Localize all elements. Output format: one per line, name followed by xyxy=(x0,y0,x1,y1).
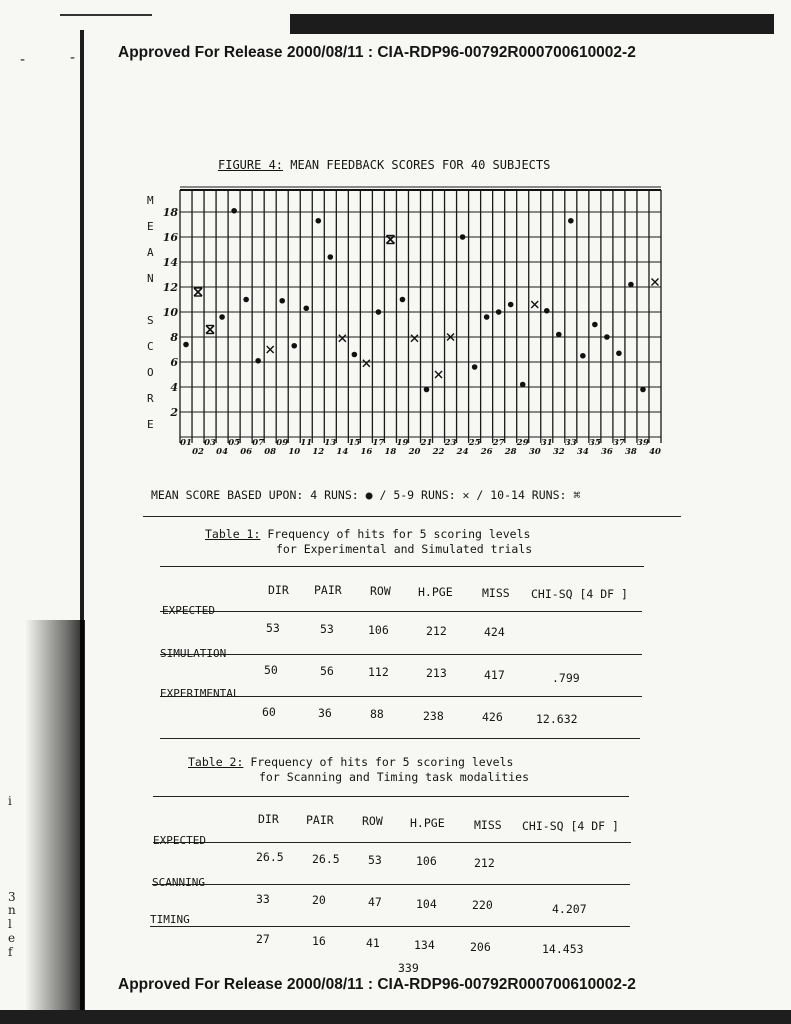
table2-cell: 14.453 xyxy=(542,942,584,956)
y-axis-letter: E xyxy=(147,220,154,233)
x-tick-label: 21 xyxy=(420,438,433,448)
table1-cell: 88 xyxy=(370,707,384,721)
x-tick-label: 19 xyxy=(396,438,409,448)
table2-caption xyxy=(188,755,529,785)
point-4-runs xyxy=(400,297,406,303)
x-tick-label: 02 xyxy=(192,447,204,457)
table2-header-dir: DIR xyxy=(258,812,279,826)
x-tick-label: 22 xyxy=(432,447,445,457)
x-tick-label: 05 xyxy=(228,438,241,448)
table1-cell: 53 xyxy=(266,621,280,635)
table2-rule xyxy=(153,796,629,797)
x-tick-label: 17 xyxy=(372,438,385,448)
y-axis-letter: R xyxy=(147,392,154,405)
table1-rule xyxy=(160,738,640,739)
point-5-9-runs xyxy=(339,335,346,342)
x-tick-label: 14 xyxy=(336,447,349,457)
table1-cell: 60 xyxy=(262,705,276,719)
y-tick-label: 2 xyxy=(170,406,178,419)
x-tick-label: 34 xyxy=(576,447,589,457)
x-tick-label: 37 xyxy=(612,438,625,448)
y-axis-letter: S xyxy=(147,314,154,327)
table2-row-label: TIMING xyxy=(150,913,190,926)
table2-rule xyxy=(153,842,631,843)
table2-rule xyxy=(152,884,630,885)
y-axis-letter: N xyxy=(147,272,154,285)
x-tick-labels xyxy=(180,438,661,457)
table1-cell: 53 xyxy=(320,622,334,636)
y-tick-label: 6 xyxy=(170,356,178,369)
chart-legend: MEAN SCORE BASED UPON: 4 RUNS: ● / 5-9 RUNS: ✕ / 10-14 RUNS: ⌘ xyxy=(151,488,581,502)
table1-header-chisq: CHI-SQ [4 DF ] xyxy=(531,587,628,601)
table2-rule xyxy=(150,926,630,927)
figure-title-text: MEAN FEEDBACK SCORES FOR 40 SUBJECTS xyxy=(283,158,551,172)
y-tick-label: 10 xyxy=(162,306,178,319)
table1-header-row: ROW xyxy=(370,584,391,598)
y-axis-letter: A xyxy=(147,246,154,259)
x-tick-label: 39 xyxy=(637,438,649,448)
margin-dash: - xyxy=(20,52,26,68)
table2-cell: 212 xyxy=(474,856,495,870)
point-10-14-runs xyxy=(206,326,214,334)
point-4-runs xyxy=(183,342,189,348)
x-tick-label: 15 xyxy=(348,438,361,448)
table2-cell: 47 xyxy=(368,895,382,909)
x-tick-label: 11 xyxy=(300,438,313,448)
y-tick-label: 16 xyxy=(162,231,178,244)
point-5-9-runs xyxy=(435,371,442,378)
table1-header-miss: MISS xyxy=(482,586,510,600)
table2-cell: 104 xyxy=(416,897,437,911)
x-tick-label: 18 xyxy=(384,447,397,457)
table2-header-chisq: CHI-SQ [4 DF ] xyxy=(522,819,619,833)
point-4-runs xyxy=(580,353,586,359)
point-4-runs xyxy=(328,254,334,260)
point-4-runs xyxy=(279,298,285,304)
table1-row-label: EXPERIMENTAL xyxy=(160,687,240,700)
x-tick-label: 38 xyxy=(625,447,637,457)
table2-cell: 16 xyxy=(312,934,326,948)
table2-header-hpge: H.PGE xyxy=(410,816,445,830)
table1-cell: 106 xyxy=(368,623,389,637)
x-tick-label: 10 xyxy=(288,447,301,457)
table2-cell: 4.207 xyxy=(552,902,587,916)
table2-row-label: SCANNING xyxy=(152,876,205,889)
table2-cell: 53 xyxy=(368,853,382,867)
point-4-runs xyxy=(424,387,430,393)
y-tick-label: 14 xyxy=(162,256,178,269)
x-tick-label: 08 xyxy=(264,447,277,457)
table2-header-pair: PAIR xyxy=(306,813,334,827)
x-tick-label: 12 xyxy=(312,447,325,457)
table2-cell: 33 xyxy=(256,892,270,906)
point-4-runs xyxy=(472,364,478,370)
y-tick-label: 4 xyxy=(170,381,178,394)
x-tick-label: 28 xyxy=(504,447,517,457)
scan-binding-shadow xyxy=(25,620,85,1024)
x-tick-label: 36 xyxy=(600,447,613,457)
x-tick-label: 03 xyxy=(204,438,216,448)
x-tick-label: 33 xyxy=(564,438,577,448)
feedback-scores-chart xyxy=(0,0,791,480)
x-tick-label: 16 xyxy=(360,447,373,457)
legend-rule xyxy=(143,516,681,517)
point-4-runs xyxy=(544,308,550,314)
table1-rule xyxy=(160,611,642,612)
y-axis-letter: O xyxy=(147,366,154,379)
point-4-runs xyxy=(376,309,382,315)
point-4-runs xyxy=(520,382,526,388)
table2-cell: 134 xyxy=(414,938,435,952)
point-4-runs xyxy=(315,218,321,224)
point-4-runs xyxy=(219,314,225,320)
y-tick-label: 12 xyxy=(162,281,178,294)
table1-rule xyxy=(160,566,644,567)
x-tick-label: 01 xyxy=(180,438,192,448)
table2-cell: 206 xyxy=(470,940,491,954)
margin-char: n xyxy=(8,903,16,917)
x-tick-label: 06 xyxy=(240,447,253,457)
table2-cell: 106 xyxy=(416,854,437,868)
margin-char: l xyxy=(8,917,12,931)
point-10-14-runs xyxy=(194,288,202,296)
table2-cell: 26.5 xyxy=(312,852,340,866)
table1-header-hpge: H.PGE xyxy=(418,585,453,599)
point-4-runs xyxy=(352,352,358,358)
point-5-9-runs xyxy=(651,279,658,286)
point-4-runs xyxy=(496,309,502,315)
release-footer: Approved For Release 2000/08/11 : CIA-RDP96-00792R000700610002-2 xyxy=(118,976,636,993)
table1-cell: 426 xyxy=(482,710,503,724)
table2-header-row: ROW xyxy=(362,814,383,828)
point-5-9-runs xyxy=(267,346,274,353)
table2-cell: 41 xyxy=(366,936,380,950)
x-tick-label: 24 xyxy=(456,447,469,457)
table2-cell: 20 xyxy=(312,893,326,907)
margin-char: 3 xyxy=(8,890,16,904)
x-tick-label: 31 xyxy=(540,438,553,448)
point-4-runs xyxy=(291,343,297,349)
table1-label: Table 1: xyxy=(205,527,261,541)
table1-cell: 213 xyxy=(426,666,447,680)
table1-cell: 112 xyxy=(368,665,389,679)
chart-grid xyxy=(180,187,661,443)
margin-char: e xyxy=(8,931,16,945)
release-header: Approved For Release 2000/08/11 : CIA-RDP96-00792R000700610002-2 xyxy=(118,44,636,61)
table2-cell: 26.5 xyxy=(256,850,284,864)
table1-cell: 238 xyxy=(423,709,444,723)
point-4-runs xyxy=(243,297,249,303)
table2-label: Table 2: xyxy=(188,755,244,769)
x-tick-label: 07 xyxy=(252,438,265,448)
point-4-runs xyxy=(460,234,466,240)
point-4-runs xyxy=(628,282,634,288)
margin-dash: - xyxy=(70,50,76,66)
x-tick-label: 26 xyxy=(480,447,493,457)
table1-cell: 36 xyxy=(318,706,332,720)
x-tick-label: 27 xyxy=(492,438,505,448)
table2-cell: 220 xyxy=(472,898,493,912)
table1-row-label: EXPECTED xyxy=(162,604,215,617)
x-tick-label: 29 xyxy=(516,438,529,448)
table1-header-pair: PAIR xyxy=(314,583,342,597)
table1-header-dir: DIR xyxy=(268,583,289,597)
margin-char: i xyxy=(8,794,12,808)
table1-cell: 56 xyxy=(320,664,334,678)
table1-cell: 417 xyxy=(484,668,505,682)
point-4-runs xyxy=(616,350,622,356)
page-number: 339 xyxy=(398,961,419,975)
table2-caption-line1: Frequency of hits for 5 scoring levels xyxy=(243,755,514,769)
figure-label: FIGURE 4: xyxy=(218,158,284,172)
point-4-runs xyxy=(592,322,598,328)
point-5-9-runs xyxy=(531,301,538,308)
point-4-runs xyxy=(255,358,261,364)
point-5-9-runs xyxy=(411,335,418,342)
x-tick-label: 20 xyxy=(408,447,421,457)
x-tick-label: 13 xyxy=(324,438,337,448)
x-tick-label: 04 xyxy=(216,447,229,457)
x-tick-label: 32 xyxy=(552,447,565,457)
table1-rule xyxy=(160,654,642,655)
table1-caption-line1: Frequency of hits for 5 scoring levels xyxy=(260,527,531,541)
point-4-runs xyxy=(484,314,490,320)
point-4-runs xyxy=(231,208,237,214)
y-axis-letter: E xyxy=(147,418,154,431)
table1-cell: 50 xyxy=(264,663,278,677)
table2-header-miss: MISS xyxy=(474,818,502,832)
margin-char: f xyxy=(8,945,13,959)
point-4-runs xyxy=(508,302,514,308)
point-5-9-runs xyxy=(363,360,370,367)
x-tick-label: 23 xyxy=(444,438,457,448)
table2-row-label: EXPECTED xyxy=(153,834,206,847)
y-tick-label: 18 xyxy=(162,206,178,219)
x-tick-label: 09 xyxy=(276,438,289,448)
table1-cell: 12.632 xyxy=(536,712,578,726)
table1-caption-line2: for Experimental and Simulated trials xyxy=(276,542,533,556)
table1-cell: 212 xyxy=(426,624,447,638)
point-4-runs xyxy=(604,334,610,340)
y-axis-letter: C xyxy=(147,340,154,353)
x-tick-label: 40 xyxy=(649,447,661,457)
point-4-runs xyxy=(556,332,562,338)
x-tick-label: 30 xyxy=(528,447,541,457)
y-tick-label: 8 xyxy=(170,331,178,344)
x-tick-label: 35 xyxy=(588,438,601,448)
table1-caption xyxy=(205,527,532,557)
y-axis-letter: M xyxy=(147,194,154,207)
point-4-runs xyxy=(640,387,646,393)
table2-caption-line2: for Scanning and Timing task modalities xyxy=(259,770,530,784)
table1-row-label: SIMULATION xyxy=(160,647,227,660)
point-4-runs xyxy=(303,305,309,311)
scan-bottom-edge xyxy=(0,1010,791,1024)
x-tick-label: 25 xyxy=(468,438,481,448)
table1-cell: 424 xyxy=(484,625,505,639)
point-4-runs xyxy=(568,218,574,224)
table2-cell: 27 xyxy=(256,932,270,946)
table1-cell: .799 xyxy=(552,671,580,685)
